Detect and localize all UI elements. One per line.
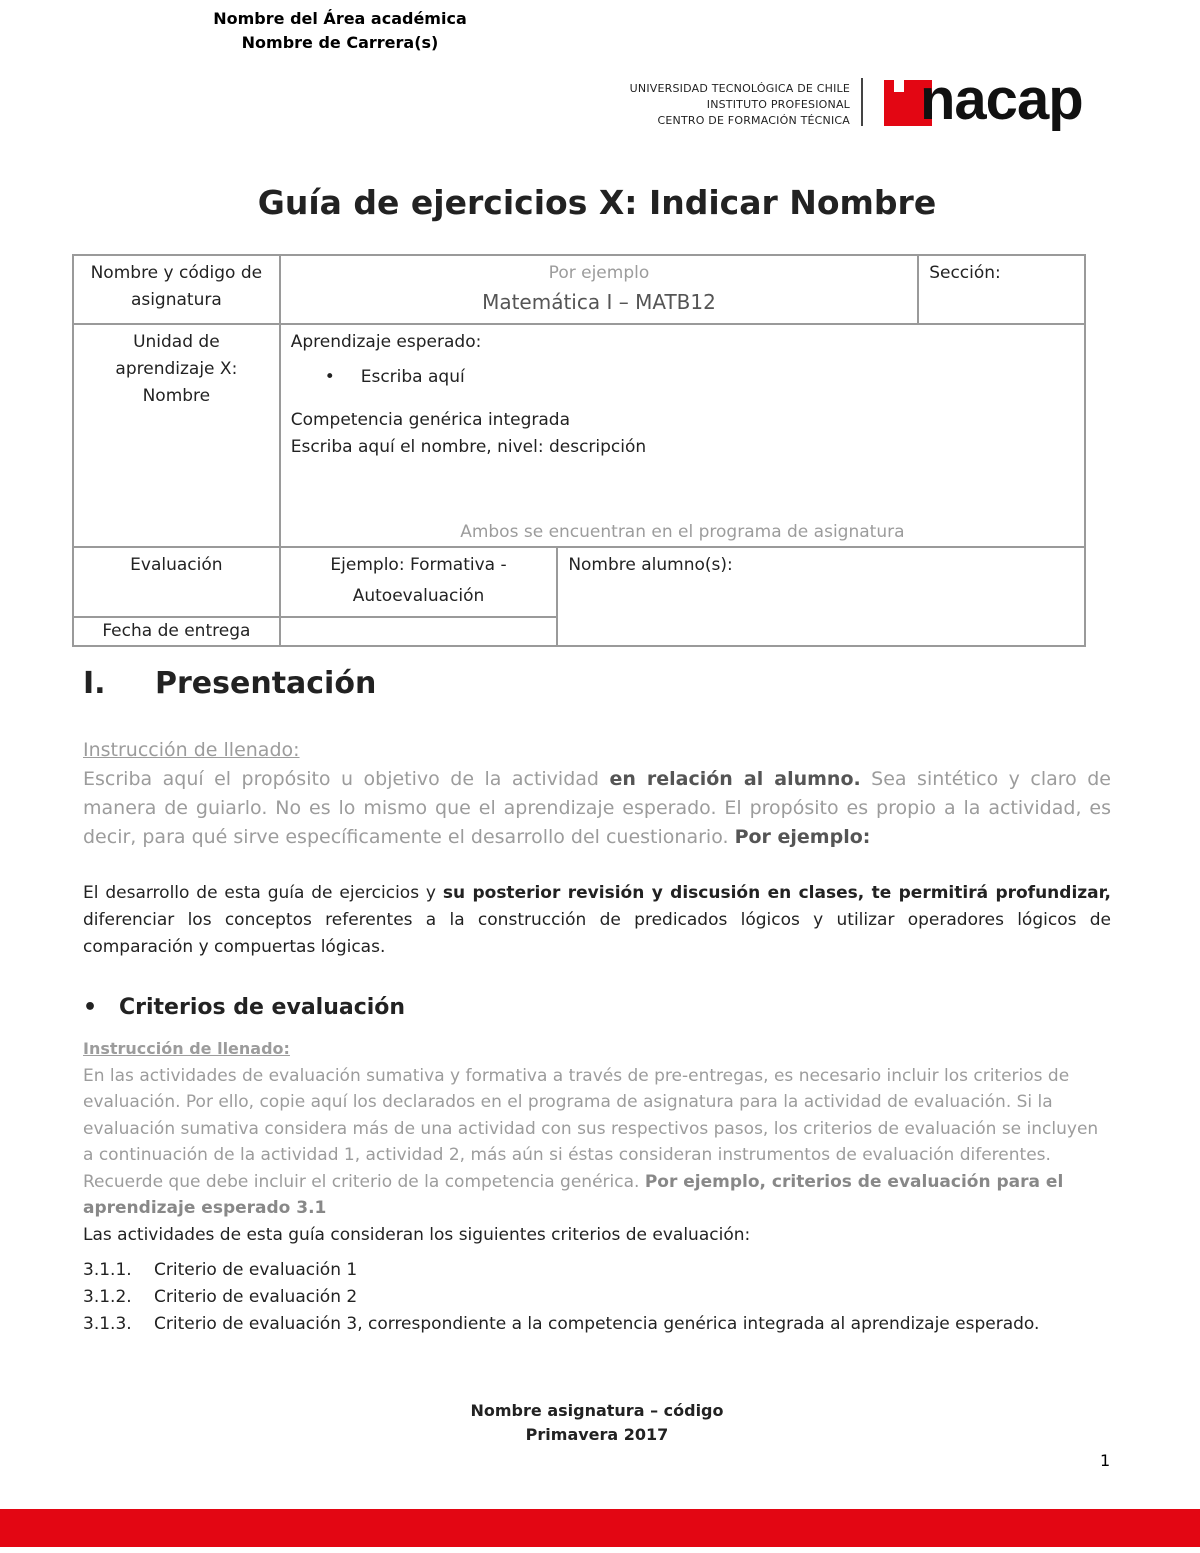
info-table <box>72 254 1086 647</box>
criterios-instr-label: Instrucción de llenado: <box>83 1039 290 1058</box>
presentacion-instr-label: Instrucción de llenado: <box>83 739 300 761</box>
seccion-cell[interactable] <box>918 255 1085 324</box>
alumno-label: Nombre alumno(s): <box>568 555 733 575</box>
evaluacion-value: Ejemplo: Formativa - Autoevaluación <box>330 555 507 606</box>
area-name: Nombre del Área académica <box>213 9 467 28</box>
presentacion-example: El desarrollo de esta guía de ejercicios y su posterior revisión y discusión en clases, te permitirá profundizar, diferenciar los conceptos referentes a la construcción de predicados lógicos y utilizar operadores lógicos de comparación y compuertas lógicas. <box>83 883 1111 957</box>
asignatura-value-cell[interactable] <box>280 255 918 324</box>
programa-note: Ambos se encuentran en el programa de asignatura <box>460 522 905 542</box>
footer-term: Primavera 2017 <box>525 1425 669 1444</box>
career-name: Nombre de Carrera(s) <box>241 33 439 52</box>
bullet-icon: • <box>83 995 98 1020</box>
footer-red-bar <box>0 1509 1200 1547</box>
evaluacion-label: Evaluación <box>130 555 223 575</box>
fecha-label: Fecha de entrega <box>102 621 251 641</box>
fecha-value-cell[interactable] <box>280 617 558 646</box>
presentacion-instructions <box>83 736 1111 852</box>
asignatura-hint: Por ejemplo <box>548 263 650 283</box>
asignatura-value: Matemática I – MATB12 <box>482 290 716 314</box>
competencia-label: Competencia genérica integrada <box>290 410 570 430</box>
list-item: 3.1.3. Criterio de evaluación 3, correspondiente a la competencia genérica integrada al aprendizaje esperado. <box>83 1314 1040 1334</box>
criterios-instructions <box>83 1036 1113 1248</box>
page-title: Guía de ejercicios X: Indicar Nombre <box>257 183 937 222</box>
logo-divider <box>861 78 863 126</box>
criterios-instr-text: En las actividades de evaluación sumativa y formativa a través de pre-entregas, es necesario incluir los criterios de evaluación. Por ello, copie aquí los declarados en el programa de asignatura para la actividad de evaluación. Si la evaluación sumativa considera más de una actividad con sus respectivos pasos, los criterios de evaluación se incluyen a continuación de la actividad 1, actividad 2, más aún si éstas consideran instrumentos de evaluación diferentes. Recuerde que debe incluir el criterio de la competencia genérica. Por ejemplo, criterios de evaluación para el aprendizaje esperado 3.1 <box>83 1065 1099 1218</box>
aprendizaje-bullet: • Escriba aquí <box>291 364 1074 391</box>
logo-line-cft: CENTRO DE FORMACIÓN TÉCNICA <box>657 114 850 127</box>
section-heading-criterios: • Criterios de evaluación <box>83 995 406 1020</box>
alumno-cell[interactable] <box>557 547 1085 646</box>
evaluacion-label-cell <box>73 547 280 617</box>
footer-subject: Nombre asignatura – código <box>470 1401 724 1420</box>
criterios-list <box>83 1257 1039 1338</box>
list-item: 3.1.1. Criterio de evaluación 1 <box>83 1260 358 1280</box>
logo-line-university: UNIVERSIDAD TECNOLÓGICA DE CHILE <box>629 82 850 95</box>
presentacion-instr-text: Escriba aquí el propósito u objetivo de la actividad en relación al alumno. Sea sintético y claro de manera de guiarlo. No es lo mismo que el aprendizaje esperado. El propósito es propio a la actividad, es decir, para qué sirve específicamente el desarrollo del cuestionario. Por ejemplo: <box>83 768 1111 848</box>
section-heading-presentacion: I. Presentación <box>83 666 377 701</box>
aprendizaje-label: Aprendizaje esperado: <box>290 332 482 352</box>
asignatura-label-cell <box>73 255 280 324</box>
logo-wordmark: nacap <box>920 67 1083 132</box>
logo-line-institute: INSTITUTO PROFESIONAL <box>706 98 850 111</box>
evaluacion-value-cell[interactable] <box>280 547 558 617</box>
unidad-label: Unidad de aprendizaje X: Nombre <box>115 332 238 406</box>
page-number: 1 <box>1100 1451 1111 1470</box>
seccion-label: Sección: <box>929 263 1001 283</box>
fecha-label-cell <box>73 617 280 646</box>
aprendizaje-cell[interactable] <box>280 324 1085 547</box>
list-item: 3.1.2. Criterio de evaluación 2 <box>83 1287 358 1307</box>
competencia-value: Escriba aquí el nombre, nivel: descripción <box>290 437 647 457</box>
asignatura-label: Nombre y código de asignatura <box>90 263 263 310</box>
unidad-label-cell <box>73 324 280 547</box>
criterios-intro: Las actividades de esta guía consideran los siguientes criterios de evaluación: <box>83 1224 751 1245</box>
